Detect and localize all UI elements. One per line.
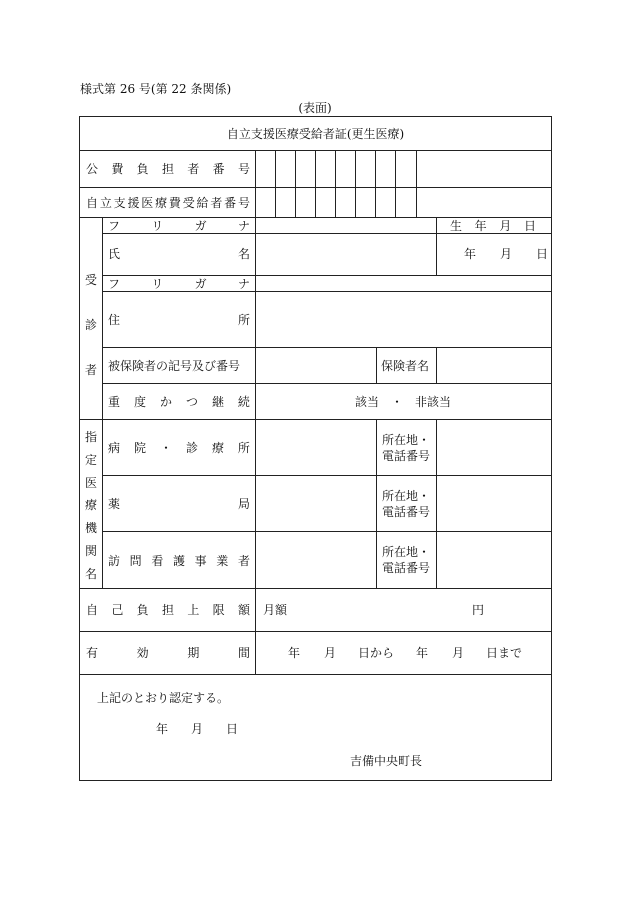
- period-from-year: 年: [288, 646, 301, 660]
- insurer-name-label: 保険者名: [381, 359, 430, 373]
- period-to-month: 月: [452, 646, 465, 660]
- certification-month: 月: [191, 722, 204, 736]
- certification-statement: 上記のとおり認定する。: [97, 691, 230, 705]
- designated-institution-group-label: 指 定 医 療 機 関 名: [84, 429, 97, 581]
- yen-label: 円: [472, 603, 485, 617]
- furigana-label: フ リ ガ ナ: [108, 219, 250, 233]
- period-from-day: 日から: [358, 646, 395, 660]
- severe-continuous-options: 該当 ・ 非該当: [354, 395, 451, 409]
- patient-group-label: 受 診 者: [84, 273, 97, 377]
- monthly-amount-label: 月額: [263, 603, 288, 617]
- period-to-day: 日まで: [486, 646, 523, 660]
- home-nursing-location-label: 所在地・ 電話番号: [382, 545, 431, 575]
- period-from-month: 月: [324, 646, 337, 660]
- birth-date-header: 生 年 月 日: [450, 219, 536, 233]
- side-label: (表面): [298, 101, 332, 115]
- public-payer-number-label: 公 費 負 担 者 番 号: [86, 162, 250, 176]
- period-to-year: 年: [416, 646, 429, 660]
- pharmacy-location-label: 所在地・ 電話番号: [382, 489, 431, 519]
- issuer-name: 吉備中央町長: [350, 754, 423, 768]
- certification-year: 年: [156, 722, 169, 736]
- home-nursing-label: 訪 問 看 護 事 業 者: [108, 554, 250, 568]
- insurance-number-label: 被保険者の記号及び番号: [108, 359, 241, 373]
- form-number: 様式第 26 号(第 22 条関係): [80, 82, 232, 96]
- address-label: 住 所: [108, 313, 250, 327]
- pharmacy-label: 薬 局: [108, 497, 250, 511]
- name-label: 氏 名: [108, 247, 250, 261]
- document-title: 自立支援医療受給者証(更生医療): [226, 127, 405, 141]
- birth-date-fields: 年 月 日: [464, 247, 548, 261]
- hospital-location-label: 所在地・ 電話番号: [382, 433, 431, 463]
- validity-period-label: 有 効 期 間: [86, 646, 250, 660]
- severe-continuous-label: 重 度 か つ 継 続: [108, 395, 250, 409]
- copay-limit-label: 自 己 負 担 上 限 額: [86, 603, 250, 617]
- hospital-clinic-label: 病 院 ・ 診 療 所: [108, 441, 250, 455]
- address-furigana-label: フ リ ガ ナ: [108, 277, 250, 291]
- recipient-number-label: 自 立 支 援 医 療 費 受 給 者 番 号: [86, 196, 250, 210]
- certificate-form: [79, 116, 552, 781]
- certification-day: 日: [226, 722, 239, 736]
